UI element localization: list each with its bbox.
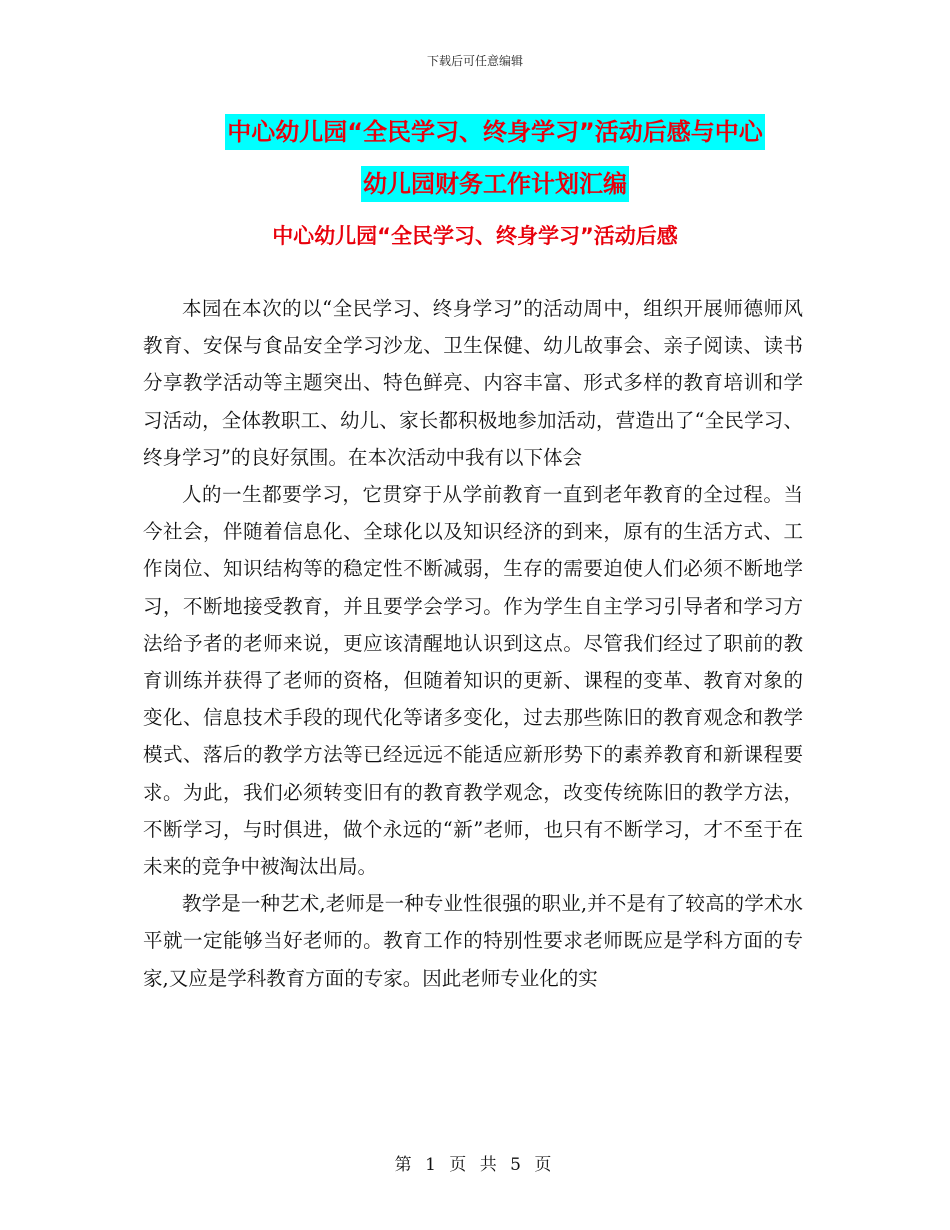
- document-title-line-2: 幼儿园财务工作计划汇编: [361, 166, 629, 202]
- document-title: [150, 106, 840, 210]
- paragraph-1: 本园在本次的以“全民学习、终身学习”的活动周中，组织开展师德师风教育、安保与食品安全学习沙龙、卫生保健、幼儿故事会、亲子阅读、读书分享教学活动等主题突出、特色鲜亮、内容丰富、形式多样的教育培训和学习活动，全体教职工、幼儿、家长都积极地参加活动，营造出了“全民学习、终身学习”的良好氛围。在本次活动中我有以下体会: [143, 297, 803, 469]
- header-note: 下载后可任意编辑: [426, 54, 523, 68]
- paragraph-3: 教学是一种艺术,老师是一种专业性很强的职业,并不是有了较高的学术水平就一定能够当好老师的。教育工作的特别性要求老师既应是学科方面的专家,又应是学科教育方面的专家。因此老师专业化的实: [143, 892, 803, 990]
- paragraph-2: 人的一生都要学习，它贯穿于从学前教育一直到老年教育的全过程。当今社会，伴随着信息化、全球化以及知识经济的到来，原有的生活方式、工作岗位、知识结构等的稳定性不断减弱，生存的需要迫使人们必须不断地学习，不断地接受教育，并且要学会学习。作为学生自主学习引导者和学习方法给予者的老师来说，更应该清醒地认识到这点。尽管我们经过了职前的教育训练并获得了老师的资格，但随着知识的更新、课程的变革、教育对象的变化、信息技术手段的现代化等诸多变化，过去那些陈旧的教育观念和教学模式、落后的教学方法等已经远远不能适应新形势下的素养教育和新课程要求。为此，我们必须转变旧有的教育教学观念，改变传统陈旧的教学方法，不断学习，与时俱进，做个永远的“新”老师，也只有不断学习，才不至于在未来的竞争中被淘汰出局。: [143, 483, 803, 879]
- page-number-footer: 第 1 页 共 5 页: [394, 1155, 556, 1175]
- section-title: 中心幼儿园“全民学习、终身学习”活动后感: [272, 224, 678, 248]
- body-text: [143, 290, 803, 997]
- document-title-line-1: 中心幼儿园“全民学习、终身学习”活动后感与中心: [225, 114, 765, 150]
